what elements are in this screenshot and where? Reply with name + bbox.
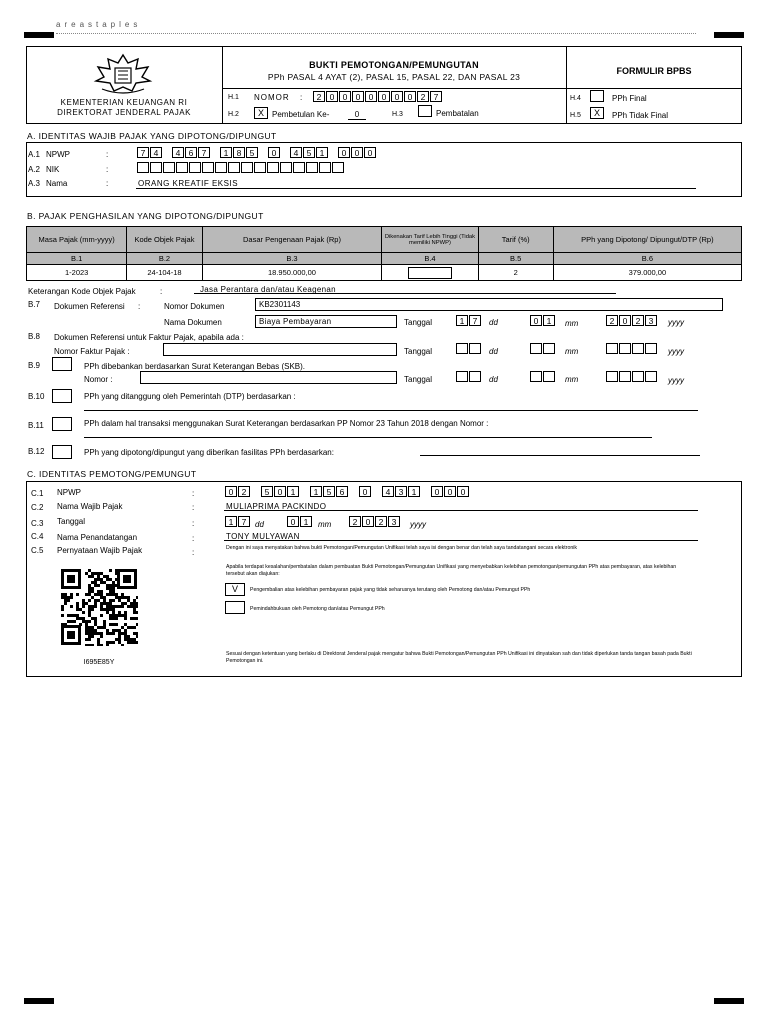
kode-objek-value: 24-104-18 (127, 265, 202, 281)
npwp-digit: 0 (359, 486, 371, 497)
npwp-digit: 7 (198, 147, 210, 158)
pemindahbukuan-label: Pemindahbukuan oleh Pemotong dan/atau Pemungut PPh (250, 606, 385, 612)
col-code: B.5 (478, 253, 553, 265)
col-pph-dipotong: PPh yang Dipotong/ Dipungut/DTP (Rp) (553, 227, 741, 253)
faktur-label: Nomor Faktur Pajak : (54, 347, 130, 356)
tarif-lebih-tinggi-cell (382, 265, 478, 281)
mm-label: mm (565, 319, 579, 328)
dd-label: dd (489, 375, 498, 384)
section-a-title: A. IDENTITAS WAJIB PAJAK YANG DIPOTONG/DIPUNGUT (27, 131, 277, 141)
h3-code: H.3 (392, 111, 403, 118)
nomor-label: NOMOR (254, 93, 290, 102)
pph-table (26, 226, 742, 281)
c3-code: C.3 (31, 519, 44, 528)
npwp-digit: 8 (233, 147, 245, 158)
skb-nomor-field[interactable] (140, 371, 397, 384)
a2-code: A.2 (28, 165, 41, 174)
c1-code: C.1 (31, 489, 44, 498)
nomor-digit: 0 (404, 91, 416, 102)
nomor-digit: 0 (339, 91, 351, 102)
a1-code: A.1 (28, 150, 41, 159)
pernyataan-label: Pernyataan Wajib Pajak (57, 546, 143, 555)
dpp-value: 18.950.000,00 (202, 265, 382, 281)
npwp-digit: 0 (431, 486, 443, 497)
npwp-label: NPWP (57, 488, 81, 497)
b8-text: Dokumen Referensi untuk Faktur Pajak, apabila ada : (54, 333, 244, 342)
npwp-digit: 5 (246, 147, 258, 158)
penandatangan-label: Nama Penandatangan (57, 533, 138, 542)
npwp-digit: 0 (274, 486, 286, 497)
npwp-digit: 0 (457, 486, 469, 497)
nama-dok-label: Nama Dokumen (164, 318, 222, 327)
date-digit: 3 (388, 516, 400, 527)
col-tarif-lebih-tinggi: Dikenakan Tarif Lebih Tinggi (Tidak memiliki NPWP) (382, 227, 478, 253)
npwp-digit: 3 (395, 486, 407, 497)
nama-wp-label: Nama Wajib Pajak (57, 502, 123, 511)
colon: : (192, 519, 195, 528)
colon: : (192, 548, 195, 557)
pengembalian-checkbox[interactable]: V (225, 583, 245, 596)
npwp-digit: 0 (364, 147, 376, 158)
registration-mark-br (714, 998, 744, 1004)
colon: : (106, 150, 109, 159)
tarif-value: 2 (478, 265, 553, 281)
ministry-name: KEMENTERIAN KEUANGAN RI (60, 98, 188, 107)
col-code: B.1 (27, 253, 127, 265)
col-code: B.4 (382, 253, 478, 265)
tanggal-label: Tanggal (404, 318, 433, 327)
form-name: FORMULIR BPBS (616, 66, 692, 76)
nama-wp-value: MULIAPRIMA PACKINDO (226, 502, 327, 511)
tanggal-label: Tanggal (404, 347, 433, 356)
c4-code: C.4 (31, 532, 44, 541)
npwp-digit: 4 (150, 147, 162, 158)
npwp-a-cells (137, 147, 377, 158)
pph-final-checkbox[interactable] (590, 90, 604, 102)
keterangan-value: Jasa Perantara dan/atau Keagenan (200, 285, 336, 294)
registration-mark-bl (24, 998, 54, 1004)
npwp-digit: 5 (323, 486, 335, 497)
nama-label: Nama (46, 179, 68, 188)
c2-code: C.2 (31, 503, 44, 512)
npwp-digit: 0 (444, 486, 456, 497)
npwp-digit: 0 (268, 147, 280, 158)
npwp-label: NPWP (46, 150, 70, 159)
b8-mm-cells (530, 343, 556, 354)
b11-text: PPh dalam hal transaksi menggunakan Surat Keterangan berdasarkan PP Nomor 23 Tahun 2018 dengan Nomor : (84, 419, 489, 428)
qr-code-text: I695E85Y (83, 659, 115, 666)
date-digit: 0 (287, 516, 299, 527)
dd-label: dd (489, 347, 498, 356)
pembetulan-checkbox[interactable]: X (254, 107, 268, 119)
registration-mark-tl (24, 32, 54, 38)
date-digit: 1 (543, 315, 555, 326)
npwp-digit: 6 (336, 486, 348, 497)
section-b-title: B. PAJAK PENGHASILAN YANG DIPOTONG/DIPUNGUT (27, 211, 264, 221)
col-tarif: Tarif (%) (478, 227, 553, 253)
b8-yyyy-cells (606, 343, 658, 354)
penandatangan-value: TONY MULYAWAN (226, 532, 300, 541)
npwp-digit: 0 (225, 486, 237, 497)
mm-label: mm (565, 347, 579, 356)
colon: : (106, 179, 109, 188)
date-digit: 0 (530, 315, 542, 326)
npwp-digit: 4 (290, 147, 302, 158)
pph-tidak-final-checkbox[interactable]: X (590, 107, 604, 119)
b12-code: B.12 (28, 447, 45, 456)
nama-dok-field[interactable]: Biaya Pembayaran (255, 315, 397, 328)
dtp-checkbox[interactable] (52, 389, 72, 403)
b7-code: B.7 (28, 300, 41, 309)
yyyy-label: yyyy (668, 347, 684, 356)
npwp-digit: 1 (287, 486, 299, 497)
statement-1: Dengan ini saya menyatakan bahwa bukti Pemotongan/Pemungutan Unifikasi telah saya isi dengan benar dan telah saya tandatangani secara elektronik (226, 545, 577, 551)
yyyy-label: yyyy (410, 520, 426, 529)
npwp-digit: 1 (316, 147, 328, 158)
nama-value: ORANG KREATIF EKSIS (138, 179, 239, 188)
col-kode-objek: Kode Objek Pajak (127, 227, 202, 253)
statement-2: Apabila terdapat kesalahan/pembatalan dalam pembuatan Bukti Pemotongan/Pemungutan Unifikasi yang menyebabkan kelebihan pemotongan/pemungutan PPh atas pembayaran, atas kelebihan tersebut akan diajukan: (226, 564, 677, 577)
directorate-name: DIREKTORAT JENDERAL PAJAK (57, 108, 191, 117)
npwp-digit: 7 (137, 147, 149, 158)
watermark-text: areastaples (56, 20, 142, 29)
pemindahbukuan-checkbox[interactable] (225, 601, 245, 614)
col-dpp: Dasar Pengenaan Pajak (Rp) (202, 227, 382, 253)
h5-code: H.5 (570, 112, 581, 119)
dd-label: dd (489, 318, 498, 327)
garuda-emblem-icon (92, 51, 154, 95)
date-digit: 3 (645, 315, 657, 326)
nomor-digit: 0 (326, 91, 338, 102)
npwp-digit: 4 (172, 147, 184, 158)
date-digit: 7 (238, 516, 250, 527)
b9-dd-cells (456, 371, 482, 382)
npwp-digit: 2 (238, 486, 250, 497)
colon: : (300, 93, 303, 102)
b12-text: PPh yang dipotong/dipungut yang diberikan fasilitas PPh berdasarkan: (84, 448, 334, 457)
b9-mm-cells (530, 371, 556, 382)
date-digit: 0 (362, 516, 374, 527)
pph-tidak-final-label: PPh Tidak Final (612, 111, 669, 120)
tanggal-label: Tanggal (57, 517, 86, 526)
colon: : (192, 534, 195, 543)
b10-text: PPh yang ditanggung oleh Pemerintah (DTP) berdasarkan : (84, 392, 296, 401)
col-code: B.3 (202, 253, 382, 265)
mm-label: mm (565, 375, 579, 384)
faktur-field[interactable] (163, 343, 397, 356)
h2-code: H.2 (228, 111, 239, 118)
pembatalan-checkbox[interactable] (418, 105, 432, 117)
npwp-digit: 1 (220, 147, 232, 158)
b8-dd-cells (456, 343, 482, 354)
form-title: BUKTI PEMOTONGAN/PEMUNGUTAN (309, 60, 479, 70)
b9-text: PPh dibebankan berdasarkan Surat Keterangan Bebas (SKB). (84, 362, 306, 371)
nomor-digit: 2 (313, 91, 325, 102)
pph-value: 379.000,00 (553, 265, 741, 281)
col-code: B.2 (127, 253, 202, 265)
yyyy-label: yyyy (668, 376, 684, 385)
nomor-dok-label: Nomor Dokumen (164, 302, 225, 311)
npwp-digit: 1 (310, 486, 322, 497)
pembatalan-label: Pembatalan (436, 109, 479, 118)
col-masa-pajak: Masa Pajak (mm-yyyy) (27, 227, 127, 253)
tanggal-label: Tanggal (404, 375, 433, 384)
npwp-digit: 0 (338, 147, 350, 158)
colon: : (192, 503, 195, 512)
c3-mm-cells (287, 516, 313, 527)
c3-yyyy-cells (349, 516, 401, 527)
date-digit: 1 (456, 315, 468, 326)
npwp-digit: 5 (261, 486, 273, 497)
nomor-digit: 0 (378, 91, 390, 102)
footer-note: Sesuai dengan ketentuan yang berlaku di Direktorat Jenderal pajak mengatur bahwa Bukti Pemotongan/Pemungutan PPh Unifikasi ini dinyatakan sah dan tidak diperlukan tanda tangan basah pada Bukti Pemotongan ini. (226, 651, 692, 664)
dd-label: dd (255, 520, 264, 529)
date-digit: 1 (300, 516, 312, 527)
section-c-title: C. IDENTITAS PEMOTONG/PEMUNGUT (27, 469, 197, 479)
qr-code-icon (60, 568, 138, 646)
b9-code: B.9 (28, 361, 41, 370)
pph-final-label: PPh Final (612, 94, 647, 103)
dok-ref-label: Dokumen Referensi (54, 302, 125, 311)
npwp-digit: 4 (382, 486, 394, 497)
b11-code: B.11 (28, 421, 44, 430)
nomor-digit: 0 (391, 91, 403, 102)
npwp-digit: 5 (303, 147, 315, 158)
date-digit: 2 (606, 315, 618, 326)
npwp-digit: 1 (408, 486, 420, 497)
b8-code: B.8 (28, 332, 41, 341)
b9-yyyy-cells (606, 371, 658, 382)
masa-pajak-value: 1-2023 (27, 265, 127, 281)
nik-label: NIK (46, 165, 60, 174)
colon: : (160, 287, 163, 296)
nomor-digit: 0 (365, 91, 377, 102)
date-digit: 1 (225, 516, 237, 527)
keterangan-label: Keterangan Kode Objek Pajak (28, 287, 136, 296)
pembetulan-label: Pembetulan Ke- (272, 110, 330, 119)
nomor-dok-field[interactable]: KB2301143 (255, 298, 723, 311)
pengembalian-label: Pengembalian atas kelebihan pembayaran pajak yang tidak seharusnya terutang oleh Pemotong dan/atau Pemungut PPh (250, 587, 531, 593)
b7-yyyy-cells (606, 315, 658, 326)
date-digit: 2 (349, 516, 361, 527)
nomor-digit: 2 (417, 91, 429, 102)
nomor-digit: 0 (352, 91, 364, 102)
yyyy-label: yyyy (668, 318, 684, 327)
pembetulan-value: 0 (348, 110, 366, 120)
nomor-digit: 7 (430, 91, 442, 102)
col-code: B.6 (553, 253, 741, 265)
b7-mm-cells (530, 315, 556, 326)
b7-dd-cells (456, 315, 482, 326)
c3-dd-cells (225, 516, 251, 527)
registration-mark-tr (714, 32, 744, 38)
npwp-c-cells (225, 486, 470, 497)
date-digit: 2 (632, 315, 644, 326)
skb-checkbox[interactable] (52, 357, 72, 371)
h1-code: H.1 (228, 94, 239, 101)
date-digit: 2 (375, 516, 387, 527)
fasilitas-checkbox[interactable] (52, 445, 72, 459)
form-subtitle: PPh PASAL 4 AYAT (2), PASAL 15, PASAL 22, DAN PASAL 23 (267, 72, 521, 82)
b10-code: B.10 (28, 392, 45, 401)
c5-code: C.5 (31, 546, 44, 555)
npwp-digit: 0 (351, 147, 363, 158)
nik-cells (137, 162, 345, 173)
table-row (27, 265, 742, 281)
colon: : (138, 302, 141, 311)
colon: : (192, 489, 195, 498)
date-digit: 0 (619, 315, 631, 326)
h4-code: H.4 (570, 95, 581, 102)
nomor-cells (313, 91, 443, 102)
pp23-checkbox[interactable] (52, 417, 72, 431)
divider (56, 33, 696, 34)
mm-label: mm (318, 520, 332, 529)
colon: : (106, 165, 109, 174)
npwp-digit: 6 (185, 147, 197, 158)
date-digit: 7 (469, 315, 481, 326)
a3-code: A.3 (28, 179, 41, 188)
skb-nomor-label: Nomor : (84, 375, 113, 384)
